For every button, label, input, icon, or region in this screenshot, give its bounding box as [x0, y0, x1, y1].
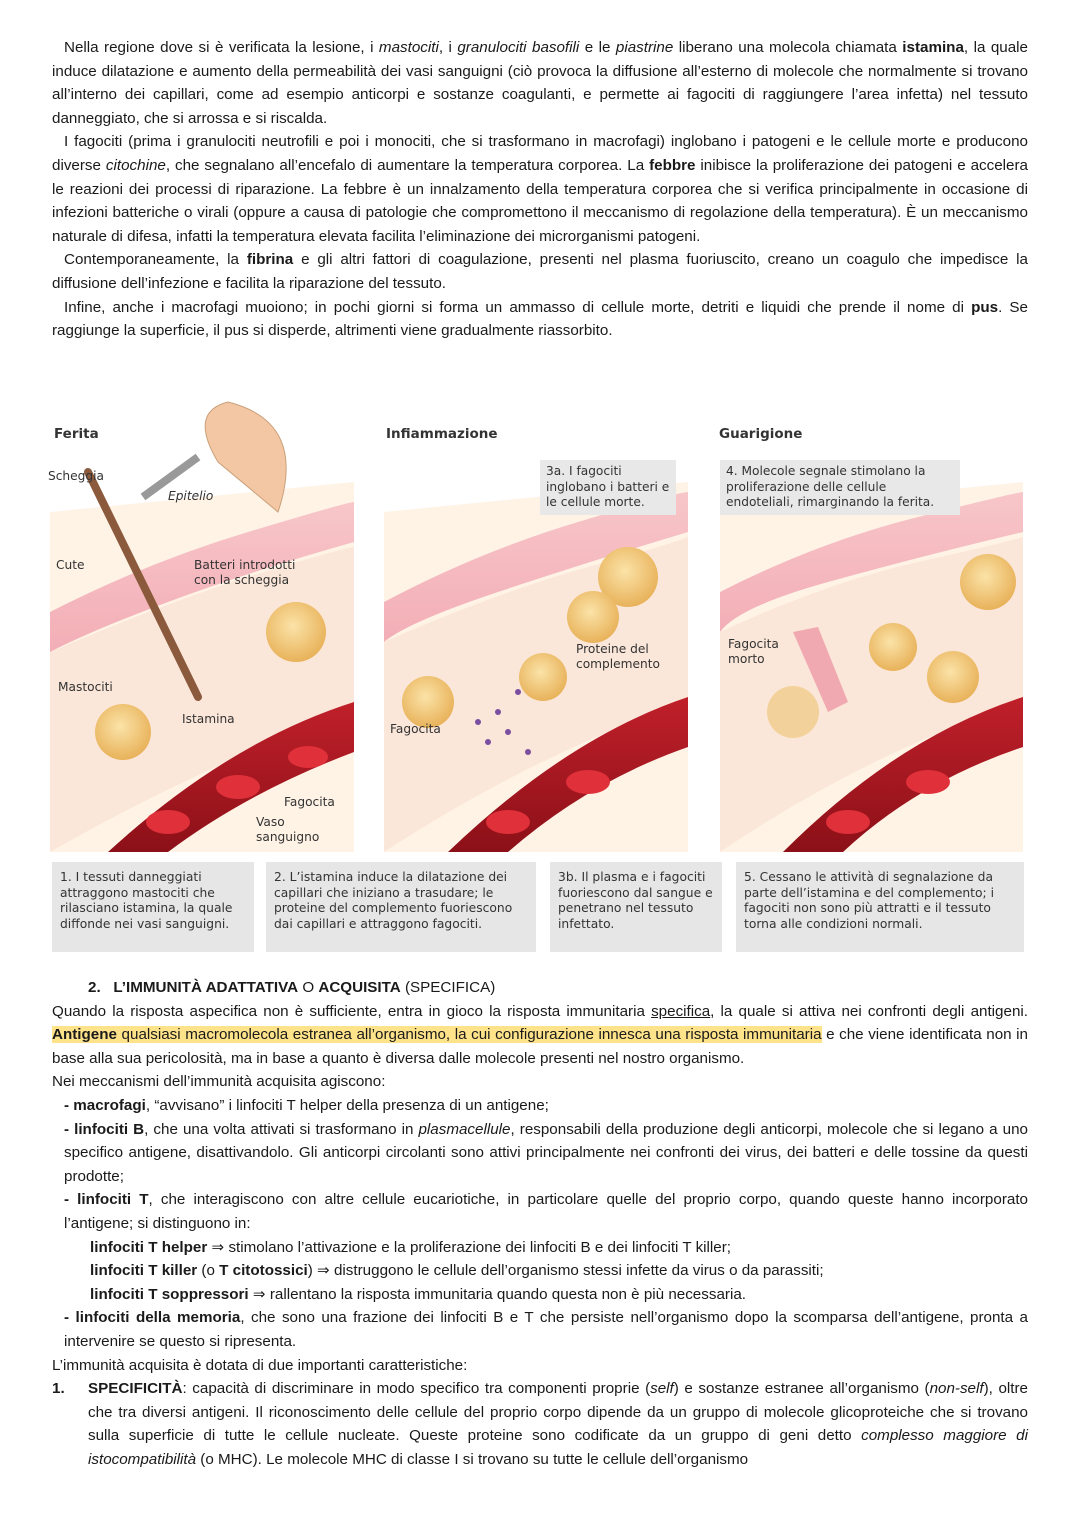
list-item: - macrofagi, “avvisano” i linfociti T helper della presenza di un antigene; [64, 1096, 549, 1114]
label-scheggia: Scheggia [48, 469, 104, 483]
caption-1: 1. I tessuti danneggiati attraggono mastociti che rilasciano istamina, la quale diffonde nei vasi sanguigni. [52, 862, 254, 952]
label-batteri: Batteri introdotti con la scheggia [194, 558, 296, 587]
sub-item: linfociti T killer (o T citotossici) ⇒ distruggono le cellule dell’organismo stessi infette da virus o da parassiti; [90, 1262, 824, 1280]
inflammation-illustration [48, 382, 1026, 862]
paragraph: L’immunità acquisita è dotata di due importanti caratteristiche: [52, 1356, 468, 1374]
panel-title-healing: Guarigione [719, 426, 803, 442]
section-heading: 2. L’IMMUNITÀ ADATTATIVA O ACQUISITA (SPECIFICA) [88, 979, 496, 996]
label-cute: Cute [56, 558, 85, 572]
numbered-item: 1. SPECIFICITÀ: capacità di discriminare in modo specifico tra componenti proprie (self) e sostanze estranee all’organismo (non-self), oltre che tra diversi antigeni. Il riconoscimento delle cellule del proprio corpo dipende da un gruppo di molecole glicoproteiche che si trovano sulla superficie di tutte le cellule nucleate. Queste proteine sono codificate da un gruppo di geni detto complesso maggiore di istocompatibilità (o MHC). Le molecole MHC di classe I si trovano su tutte le cellule dell’organismo [52, 1380, 1028, 1468]
label-istamina: Istamina [182, 712, 235, 726]
paragraph: Nei meccanismi dell’immunità acquisita agiscono: [52, 1073, 386, 1091]
label-fagocita-morto: Fagocita morto [728, 637, 779, 666]
caption-3b: 3b. Il plasma e i fagociti fuoriescono dal sangue e penetrano nel tessuto infettato. [550, 862, 722, 952]
caption-2: 2. L’istamina induce la dilatazione dei capillari che iniziano a trasudare; le proteine del complemento fuoriescono dai capillari e attraggono fagociti. [266, 862, 536, 952]
panel-title-inflammation: Infiammazione [386, 426, 498, 442]
sub-item: linfociti T helper ⇒ stimolano l’attivazione e la proliferazione dei linfociti B e dei linfociti T killer; [90, 1238, 732, 1256]
cell-list [52, 1094, 1028, 1236]
paragraph: Nella regione dove si è verificata la lesione, i mastociti, i granulociti basofili e le piastrine liberano una molecola chiamata istamina, la quale induce dilatazione e aumento della permeabilità dei vasi sanguigni (ciò provoca la diffusione all’esterno di molecole che normalmente si trovano all’interno dei capillari, come ad esempio anticorpi e sostanze coagulanti, e permette ai fagociti di raggiungere l’area infetta) nel tessuto danneggiato, che si arrossa e si riscalda. [52, 39, 1028, 127]
label-proteine: Proteine del complemento [576, 642, 660, 671]
list-item: - linfociti della memoria, che sono una frazione dei linfociti B e T che persiste nell’organismo dopo la scomparsa dell’antigene, pronta a intervenire se questo si ripresenta. [64, 1309, 1028, 1350]
callout-4: 4. Molecole segnale stimolano la proliferazione delle cellule endoteliali, rimarginando la ferita. [720, 460, 960, 515]
inflammation-figure [48, 382, 1026, 954]
paragraph: I fagociti (prima i granulociti neutrofili e poi i monociti, che si trasformano in macrofagi) inglobano i patogeni e le cellule morte e producono diverse citochine, che segnalano all’encefalo di aumentare la temperatura corporea. La febbre inibisce la proliferazione dei patogeni e accelera le reazioni dei processi di riparazione. La febbre è un innalzamento della temperatura corporea che si verifica principalmente in occasione di infezioni batteriche o virali (oppure a causa di patologie che compromettono il meccanismo di regolazione della temperatura). È un meccanismo naturale di difesa, infatti la temperatura elevata facilita l’eliminazione dei microrganismi patogeni. [52, 133, 1028, 245]
sub-item: linfociti T soppressori ⇒ rallentano la risposta immunitaria quando questa non è più necessaria. [90, 1285, 746, 1303]
paragraph: Contemporaneamente, la fibrina e gli altri fattori di coagulazione, presenti nel plasma fuoriuscito, creano un coagulo che impedisce la diffusione dell’infezione e facilita la riparazione del tessuto. [52, 251, 1028, 292]
list-item: - linfociti T, che interagiscono con altre cellule eucariotiche, in particolare quelle del proprio corpo, quando queste hanno incorporato l’antigene; si distinguono in: [64, 1191, 1028, 1232]
label-mastociti: Mastociti [58, 680, 113, 694]
label-vaso: Vaso sanguigno [256, 815, 320, 844]
panel-healing [720, 482, 1023, 852]
paragraph: Quando la risposta aspecifica non è sufficiente, entra in gioco la risposta immunitaria specifica, la quale si attiva nei confronti degli antigeni. Antigene qualsiasi macromolecola estranea all’organismo, la cui configurazione innesca una risposta immunitaria e che viene identificata non in base alla sua pericolosità, ma in base a quanto è diversa dalle molecole presenti nel nostro organismo. [52, 1002, 1028, 1067]
label-epitelio: Epitelio [168, 489, 214, 503]
section-adaptive-immunity [52, 976, 1028, 1471]
label-fagocita-2: Fagocita [390, 722, 441, 736]
paragraph: Infine, anche i macrofagi muoiono; in pochi giorni si forma un ammasso di cellule morte, detriti e liquidi che prende il nome di pus. Se raggiunge la superficie, il pus si disperde, altrimenti viene gradualmente riassorbito. [52, 298, 1028, 340]
callout-3a: 3a. I fagociti inglobano i batteri e le cellule morte. [540, 460, 676, 515]
caption-5: 5. Cessano le attività di segnalazione da parte dell’istamina e del complemento; i fagociti non sono più attratti e il tessuto torna alle condizioni normali. [736, 862, 1024, 952]
label-fagocita: Fagocita [284, 795, 335, 809]
panel-title-wound: Ferita [54, 426, 99, 442]
intro-text [52, 36, 1028, 343]
memory-list [52, 1306, 1028, 1353]
list-item: - linfociti B, che una volta attivati si trasformano in plasmacellule, responsabili della produzione degli anticorpi, molecole che si legano a uno specifico antigene, disattivandolo. Gli anticorpi circolanti sono attivi principalmente nei confronti dei virus, dei batteri e delle tossine da questi prodotte; [64, 1120, 1028, 1185]
